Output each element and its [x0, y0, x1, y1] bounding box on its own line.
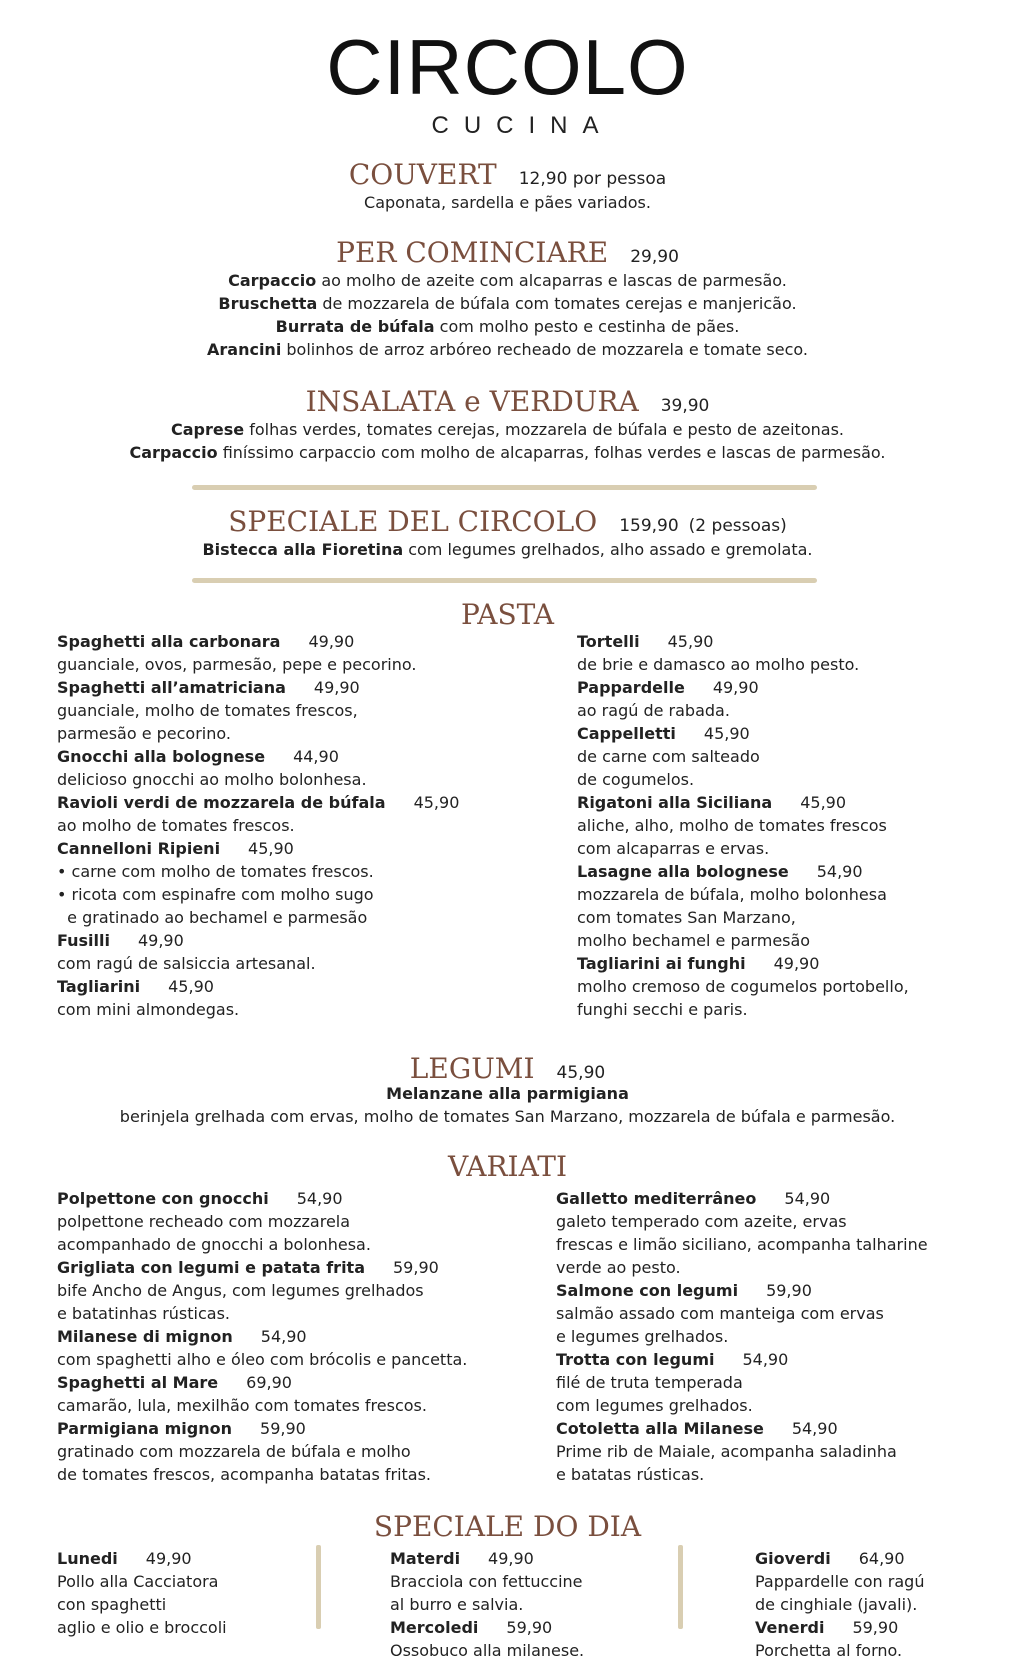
menu-item-name: Spaghetti al Mare — [57, 1373, 219, 1392]
menu-item — [57, 676, 459, 745]
menu-line: Carpaccio finíssimo carpaccio com molho de alcaparras, folhas verdes e lascas de parmesão. — [129, 443, 886, 462]
menu-item-header — [57, 1256, 467, 1279]
insalata-price: 39,90 — [660, 396, 710, 416]
menu-item-name: Gioverdi — [755, 1549, 831, 1568]
menu-item-name: Salmone con legumi — [556, 1281, 739, 1300]
menu-item-description: Bracciola con fettuccine — [390, 1572, 583, 1591]
speciale-dia-column-1 — [57, 1547, 227, 1639]
menu-item — [556, 1187, 928, 1279]
menu-item-name: Pappardelle — [577, 678, 685, 697]
menu-item-price: 59,90 — [506, 1618, 553, 1637]
menu-item-description: guanciale, molho de tomates frescos, — [57, 701, 358, 720]
menu-item-name: Venerdi — [755, 1618, 825, 1637]
speciale-circolo-desc: Bistecca alla Fioretina com legumes grelhados, alho assado e gremolata. — [202, 540, 813, 559]
variati-title: VARIATI — [447, 1150, 568, 1183]
menu-line: Bruschetta de mozzarela de búfala com tomates cerejas e manjericão. — [218, 294, 797, 313]
menu-item-name: Parmigiana mignon — [57, 1419, 233, 1438]
insalata-title: INSALATA e VERDURA — [305, 385, 639, 418]
menu-item-description: Pappardelle con ragú — [755, 1572, 925, 1591]
speciale-dia-title: SPECIALE DO DIA — [373, 1510, 642, 1543]
pasta-left-column — [57, 630, 459, 1021]
menu-item-name: Cotoletta alla Milanese — [556, 1419, 764, 1438]
couvert-price: 12,90 por pessoa — [518, 169, 667, 189]
menu-item-name: Grigliata con legumi e patata frita — [57, 1258, 365, 1277]
per-cominciare-heading — [0, 236, 1015, 269]
menu-item-name: Fusilli — [57, 931, 110, 950]
menu-item — [57, 975, 459, 1021]
menu-item-price: 49,90 — [308, 632, 355, 651]
menu-item-description: parmesão e pecorino. — [57, 724, 231, 743]
menu-item-description: ao molho de tomates frescos. — [57, 816, 295, 835]
menu-item-description: de cogumelos. — [577, 770, 695, 789]
speciale-dia-column-2 — [390, 1547, 584, 1662]
insalata-list — [0, 418, 1015, 464]
menu-item — [755, 1547, 924, 1616]
menu-line: Carpaccio ao molho de azeite com alcaparras e lascas de parmesão. — [228, 271, 787, 290]
menu-item-name: Spaghetti alla carbonara — [57, 632, 281, 651]
menu-item-header — [556, 1348, 928, 1371]
menu-item-header — [57, 630, 459, 653]
menu-item-description: com alcaparras e ervas. — [577, 839, 770, 858]
menu-item — [57, 1256, 467, 1325]
menu-item-description: mozzarela de búfala, molho bolonhesa — [577, 885, 887, 904]
menu-item-header — [577, 630, 909, 653]
pasta-heading — [0, 598, 1015, 631]
menu-item-description: aglio e olio e broccoli — [57, 1618, 227, 1637]
menu-item-description: e legumes grelhados. — [556, 1327, 729, 1346]
menu-item-header — [577, 676, 909, 699]
menu-item-description: e batatas rústicas. — [556, 1465, 705, 1484]
menu-item-header — [57, 1187, 467, 1210]
menu-item-price: 49,90 — [145, 1549, 192, 1568]
menu-item-description: com spaghetti alho e óleo com brócolis e pancetta. — [57, 1350, 468, 1369]
menu-item-header — [57, 1547, 227, 1570]
speciale-circolo-price: 159,90 — [619, 516, 679, 536]
menu-item-description: con spaghetti — [57, 1595, 167, 1614]
menu-item-header — [57, 1417, 467, 1440]
menu-item-description: molho bechamel e parmesão — [577, 931, 811, 950]
menu-item-name: Galletto mediterrâneo — [556, 1189, 757, 1208]
menu-item-header — [57, 745, 459, 768]
menu-item-name: Polpettone con gnocchi — [57, 1189, 269, 1208]
menu-item-price: 49,90 — [488, 1549, 534, 1568]
couvert-desc: Caponata, sardella e pães variados. — [364, 193, 651, 212]
menu-item — [556, 1417, 928, 1486]
insalata-heading — [0, 385, 1015, 418]
menu-item-name: Cappelletti — [577, 724, 676, 743]
menu-item-description: Pollo alla Cacciatora — [57, 1572, 219, 1591]
speciale-circolo-title: SPECIALE DEL CIRCOLO — [228, 505, 598, 538]
menu-item-price: 59,90 — [852, 1618, 899, 1637]
menu-item-name: Materdi — [390, 1549, 461, 1568]
menu-item-description: Ossobuco alla milanese. — [390, 1641, 585, 1660]
menu-line: Arancini bolinhos de arroz arbóreo recheado de mozzarela e tomate seco. — [207, 340, 808, 359]
menu-item-header — [577, 860, 909, 883]
menu-item — [577, 630, 909, 676]
menu-item-price: 59,90 — [766, 1281, 812, 1300]
menu-item-description: frescas e limão siciliano, acompanha talharine — [556, 1235, 928, 1254]
menu-item-description: • carne com molho de tomates frescos. — [57, 862, 374, 881]
restaurant-subtitle: CUCINA — [431, 112, 614, 139]
menu-item-description: verde ao pesto. — [556, 1258, 681, 1277]
menu-item-description: galeto temperado com azeite, ervas — [556, 1212, 847, 1231]
menu-item-header — [390, 1547, 584, 1570]
menu-line: Caprese folhas verdes, tomates cerejas, mozzarela de búfala e pesto de azeitonas. — [171, 420, 844, 439]
menu-item-name: Tortelli — [577, 632, 640, 651]
menu-item-description: polpettone recheado com mozzarela — [57, 1212, 351, 1231]
speciale-dia-column-3 — [755, 1547, 924, 1662]
speciale-circolo-note: (2 pessoas) — [688, 516, 787, 536]
legumi-name: Melanzane alla parmigiana — [386, 1084, 629, 1103]
menu-item-header — [755, 1547, 924, 1570]
legumi-heading — [0, 1052, 1015, 1085]
menu-item-description: e gratinado ao bechamel e parmesão — [57, 908, 368, 927]
menu-item-price: 49,90 — [712, 678, 759, 697]
menu-item-description: molho cremoso de cogumelos portobello, — [577, 977, 909, 996]
menu-item-name: Milanese di mignon — [57, 1327, 233, 1346]
menu-item-price: 44,90 — [293, 747, 339, 766]
menu-item-description: bife Ancho de Angus, com legumes grelhados — [57, 1281, 424, 1300]
menu-item-price: 54,90 — [260, 1327, 307, 1346]
menu-item-description: de tomates frescos, acompanha batatas fritas. — [57, 1465, 432, 1484]
menu-item — [556, 1279, 928, 1348]
menu-item-name: Tagliarini ai funghi — [577, 954, 746, 973]
menu-item-description: filé de truta temperada — [556, 1373, 743, 1392]
menu-item-header — [57, 1371, 467, 1394]
menu-item — [755, 1616, 924, 1662]
menu-item — [57, 1547, 227, 1639]
menu-item-header — [577, 791, 909, 814]
menu-item — [57, 745, 459, 791]
menu-item-price: 49,90 — [773, 954, 820, 973]
menu-line: Burrata de búfala com molho pesto e cestinha de pães. — [275, 317, 740, 336]
menu-item-price: 49,90 — [313, 678, 360, 697]
menu-item-header — [57, 975, 459, 998]
menu-item — [57, 837, 459, 929]
menu-item-description: acompanhado de gnocchi a bolonhesa. — [57, 1235, 371, 1254]
menu-item-name: Lunedi — [57, 1549, 118, 1568]
menu-item-name: Tagliarini — [57, 977, 141, 996]
menu-item-header — [57, 791, 459, 814]
menu-item-description: e batatinhas rústicas. — [57, 1304, 230, 1323]
menu-item-description: ao ragú de rabada. — [577, 701, 730, 720]
divider-bar — [316, 1545, 321, 1629]
menu-item-price: 54,90 — [742, 1350, 789, 1369]
menu-item — [57, 929, 459, 975]
legumi-price: 45,90 — [556, 1063, 606, 1083]
menu-item-price: 54,90 — [296, 1189, 343, 1208]
menu-item — [57, 1187, 467, 1256]
menu-item-name: Trotta con legumi — [556, 1350, 715, 1369]
menu-item — [390, 1616, 584, 1662]
menu-item — [577, 791, 909, 860]
menu-item — [57, 630, 459, 676]
menu-item-description: de brie e damasco ao molho pesto. — [577, 655, 860, 674]
menu-item-description: aliche, alho, molho de tomates frescos — [577, 816, 887, 835]
legumi-title: LEGUMI — [409, 1052, 535, 1085]
menu-item-header — [577, 722, 909, 745]
menu-item-description: Prime rib de Maiale, acompanha saladinha — [556, 1442, 897, 1461]
menu-item-name: Spaghetti all’amatriciana — [57, 678, 286, 697]
menu-item-price: 45,90 — [248, 839, 294, 858]
menu-item-description: com legumes grelhados. — [556, 1396, 753, 1415]
per-cominciare-list — [0, 269, 1015, 361]
menu-item-description: com ragú de salsiccia artesanal. — [57, 954, 316, 973]
menu-item-header — [57, 929, 459, 952]
menu-item-description: camarão, lula, mexilhão com tomates frescos. — [57, 1396, 427, 1415]
menu-item-header — [556, 1417, 928, 1440]
menu-item-name: Cannelloni Ripieni — [57, 839, 221, 858]
divider-bar — [678, 1545, 683, 1629]
menu-item-description: gratinado com mozzarela de búfala e molho — [57, 1442, 411, 1461]
menu-item — [57, 1371, 467, 1417]
menu-item-header — [556, 1187, 928, 1210]
per-cominciare-title: PER COMINCIARE — [336, 236, 609, 269]
menu-item-description: Porchetta al forno. — [755, 1641, 903, 1660]
restaurant-logo: CIRCOLO — [326, 23, 689, 111]
menu-item-price: 45,90 — [667, 632, 714, 651]
variati-left-column — [57, 1187, 467, 1486]
variati-right-column — [556, 1187, 928, 1486]
menu-item-description: de cinghiale (javali). — [755, 1595, 918, 1614]
menu-item — [577, 860, 909, 952]
pasta-right-column — [577, 630, 909, 1021]
menu-item-price: 49,90 — [137, 931, 184, 950]
menu-item-name: Ravioli verdi de mozzarela de búfala — [57, 793, 386, 812]
menu-item-name: Mercoledi — [390, 1618, 479, 1637]
menu-item-price: 59,90 — [393, 1258, 439, 1277]
couvert-title: COUVERT — [348, 158, 497, 191]
legumi-desc: berinjela grelhada com ervas, molho de tomates San Marzano, mozzarela de búfala e parmesão. — [119, 1107, 896, 1126]
menu-item-description: funghi secchi e paris. — [577, 1000, 748, 1019]
couvert-heading — [0, 158, 1015, 191]
menu-item — [57, 791, 459, 837]
menu-item-price: 54,90 — [791, 1419, 838, 1438]
menu-item-description: salmão assado com manteiga com ervas — [556, 1304, 884, 1323]
menu-item-price: 54,90 — [816, 862, 863, 881]
menu-item-description: al burro e salvia. — [390, 1595, 524, 1614]
menu-item-description: guanciale, ovos, parmesão, pepe e pecorino. — [57, 655, 417, 674]
menu-item — [577, 676, 909, 722]
menu-item-name: Lasagne alla bolognese — [577, 862, 789, 881]
menu-item-header — [755, 1616, 924, 1639]
menu-item-description: • ricota com espinafre com molho sugo — [57, 885, 374, 904]
menu-item-header — [556, 1279, 928, 1302]
menu-item — [57, 1417, 467, 1486]
menu-item-price: 64,90 — [858, 1549, 905, 1568]
menu-item-price: 54,90 — [784, 1189, 831, 1208]
per-cominciare-price: 29,90 — [630, 247, 679, 267]
menu-item-description: com mini almondegas. — [57, 1000, 240, 1019]
menu-item-header — [57, 1325, 467, 1348]
menu-item-description: com tomates San Marzano, — [577, 908, 796, 927]
speciale-circolo-heading — [0, 505, 1015, 538]
menu-item-price: 45,90 — [168, 977, 214, 996]
menu-item-price: 69,90 — [246, 1373, 292, 1392]
menu-item-description: delicioso gnocchi ao molho bolonhesa. — [57, 770, 367, 789]
menu-item — [390, 1547, 584, 1616]
menu-item-price: 45,90 — [800, 793, 847, 812]
speciale-dia-heading — [0, 1510, 1015, 1543]
menu-item-header — [577, 952, 909, 975]
menu-item — [577, 952, 909, 1021]
menu-item — [57, 1325, 467, 1371]
menu-item-header — [390, 1616, 584, 1639]
menu-item-price: 45,90 — [703, 724, 750, 743]
variati-heading — [0, 1150, 1015, 1183]
menu-item-name: Gnocchi alla bolognese — [57, 747, 266, 766]
menu-item-header — [57, 837, 459, 860]
menu-item-price: 59,90 — [260, 1419, 306, 1438]
divider-rule — [192, 485, 817, 490]
menu-item-price: 45,90 — [413, 793, 460, 812]
divider-rule — [192, 578, 817, 583]
menu-item — [556, 1348, 928, 1417]
menu-item-name: Rigatoni alla Siciliana — [577, 793, 773, 812]
menu-item — [577, 722, 909, 791]
pasta-title: PASTA — [460, 598, 555, 631]
menu-item-header — [57, 676, 459, 699]
menu-item-description: de carne com salteado — [577, 747, 760, 766]
